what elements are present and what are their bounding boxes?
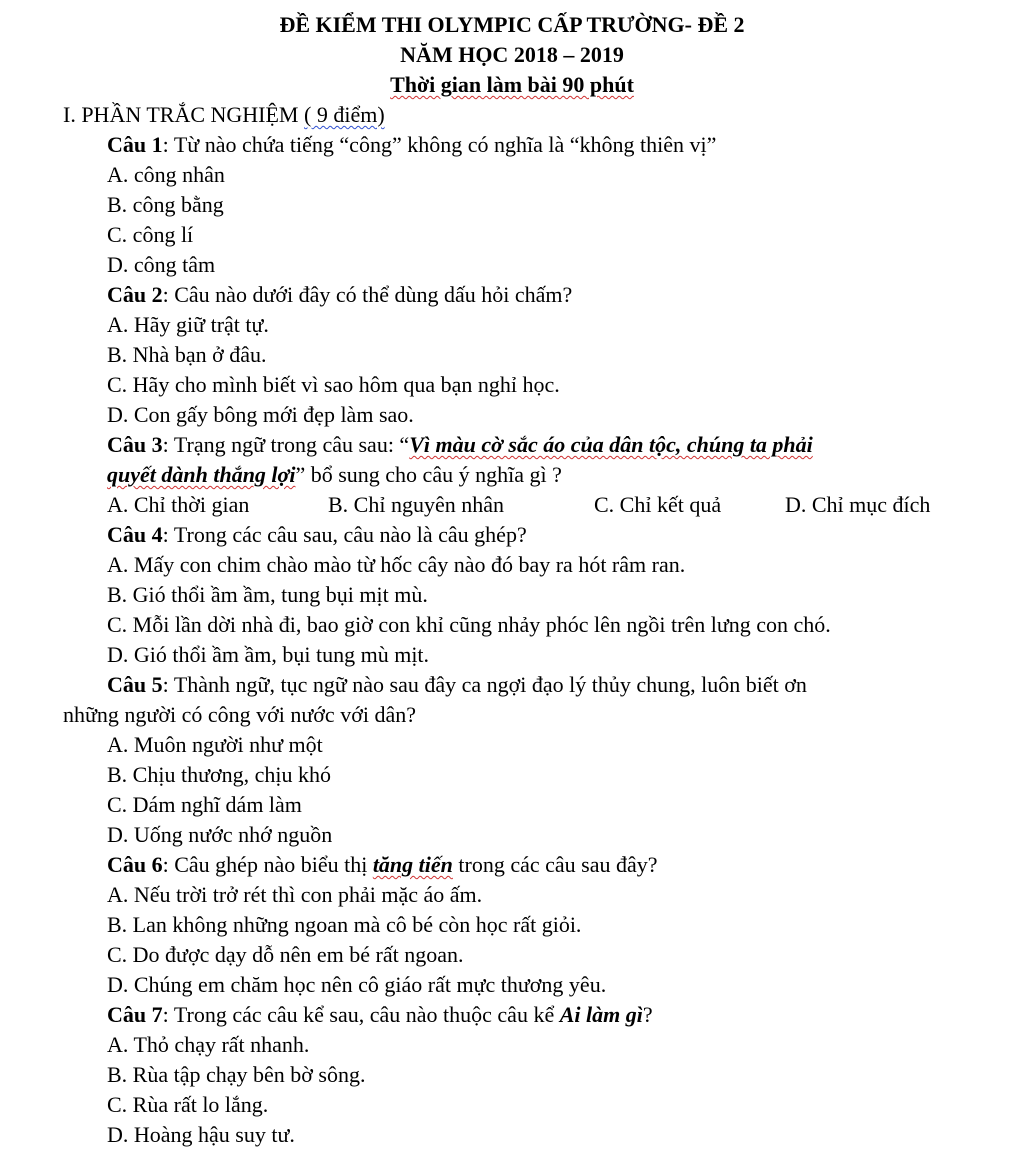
question-3-text-after: ” bổ sung cho câu ý nghĩa gì ?: [295, 462, 562, 487]
question-2-text: : Câu nào dưới đây có thể dùng dấu hỏi chấm?: [162, 282, 573, 307]
exam-title: ĐỀ KIỂM THI OLYMPIC CẤP TRƯỜNG- ĐỀ 2: [279, 12, 745, 37]
school-year: NĂM HỌC 2018 – 2019: [400, 42, 624, 67]
question-5-option-b: B. Chịu thương, chịu khó: [107, 762, 332, 787]
section-points: ( 9 điểm): [304, 102, 385, 127]
question-4-option-c: C. Mỗi lần dời nhà đi, bao giờ con khỉ cũng nhảy phóc lên ngồi trên lưng con chó.: [107, 612, 831, 637]
question-2-option-c: C. Hãy cho mình biết vì sao hôm qua bạn nghỉ học.: [107, 372, 560, 397]
question-2-option-b: B. Nhà bạn ở đâu.: [107, 342, 267, 367]
time-limit: [0, 71, 1024, 99]
question-5-option-c: C. Dám nghĩ dám làm: [107, 792, 302, 817]
question-4-option-d: D. Gió thổi ầm ầm, bụi tung mù mịt.: [107, 642, 430, 667]
question-5: [107, 671, 807, 699]
question-3-option-a: A. Chỉ thời gian: [107, 492, 250, 517]
question-6: [107, 851, 658, 879]
question-4-option-b: B. Gió thổi ầm ầm, tung bụi mịt mù.: [107, 582, 428, 607]
question-7-option-b: B. Rùa tập chạy bên bờ sông.: [107, 1062, 366, 1087]
question-3-option-d: D. Chỉ mục đích: [785, 492, 931, 517]
question-7-option-c: C. Rùa rất lo lắng.: [107, 1092, 269, 1117]
question-1-option-b: B. công bằng: [107, 192, 224, 217]
question-4-text: : Trong các câu sau, câu nào là câu ghép?: [162, 522, 527, 547]
question-5-label: Câu 5: [107, 672, 163, 697]
question-3-quote-line2: quyết dành thắng lợi: [107, 462, 296, 487]
question-7-label: Câu 7: [107, 1002, 163, 1027]
question-6-option-c: C. Do được dạy dỗ nên em bé rất ngoan.: [107, 942, 464, 967]
question-6-label: Câu 6: [107, 852, 163, 877]
question-3-label: Câu 3: [107, 432, 163, 457]
question-5-text-line2: những người có công với nước với dân?: [63, 702, 416, 727]
question-1: [107, 131, 716, 159]
question-7-text-after: ?: [642, 1002, 653, 1027]
question-5-option-a: A. Muôn người như một: [107, 732, 323, 757]
question-4: [107, 521, 527, 549]
question-3-continued: [107, 461, 562, 489]
section-name: I. PHẦN TRẮC NGHIỆM: [63, 102, 304, 127]
question-6-text-after: trong các câu sau đây?: [452, 852, 658, 877]
question-7-text-before: : Trong các câu kể sau, câu nào thuộc câu kể: [162, 1002, 560, 1027]
question-1-label: Câu 1: [107, 132, 163, 157]
question-3: [107, 431, 813, 459]
question-5-option-d: D. Uống nước nhớ nguồn: [107, 822, 333, 847]
question-6-option-a: A. Nếu trời trở rét thì con phải mặc áo ấm.: [107, 882, 483, 907]
question-7: [107, 1001, 653, 1029]
question-6-text-before: : Câu ghép nào biểu thị: [162, 852, 373, 877]
question-2-option-d: D. Con gấy bông mới đẹp làm sao.: [107, 402, 414, 427]
question-6-option-b: B. Lan không những ngoan mà cô bé còn học rất giỏi.: [107, 912, 582, 937]
question-7-option-a: A. Thỏ chạy rất nhanh.: [107, 1032, 310, 1057]
question-3-quote-line1: Vì màu cờ sắc áo của dân tộc, chúng ta phải: [409, 432, 813, 457]
question-4-label: Câu 4: [107, 522, 163, 547]
question-1-option-d: D. công tâm: [107, 252, 216, 277]
question-3-option-c: C. Chỉ kết quả: [594, 492, 722, 517]
question-1-option-c: C. công lí: [107, 222, 194, 247]
question-2: [107, 281, 572, 309]
question-6-emphasis: tăng tiến: [372, 852, 453, 877]
question-6-option-d: D. Chúng em chăm học nên cô giáo rất mực thương yêu.: [107, 972, 607, 997]
question-1-option-a: A. công nhân: [107, 162, 225, 187]
question-3-option-b: B. Chỉ nguyên nhân: [328, 492, 504, 517]
question-2-label: Câu 2: [107, 282, 163, 307]
question-1-text: : Từ nào chứa tiếng “công” không có nghĩa là “không thiên vị”: [162, 132, 717, 157]
question-7-option-d: D. Hoàng hậu suy tư.: [107, 1122, 295, 1147]
time-limit-text: Thời gian làm bài 90 phút: [390, 72, 634, 97]
question-5-text-line1: : Thành ngữ, tục ngữ nào sau đây ca ngợi đạo lý thủy chung, luôn biết ơn: [162, 672, 807, 697]
question-3-text: : Trạng ngữ trong câu sau: “: [162, 432, 410, 457]
question-2-option-a: A. Hãy giữ trật tự.: [107, 312, 269, 337]
question-7-emphasis: Ai làm gì: [559, 1002, 643, 1027]
section-heading: [63, 101, 385, 129]
question-4-option-a: A. Mấy con chim chào mào từ hốc cây nào đó bay ra hót râm ran.: [107, 552, 686, 577]
